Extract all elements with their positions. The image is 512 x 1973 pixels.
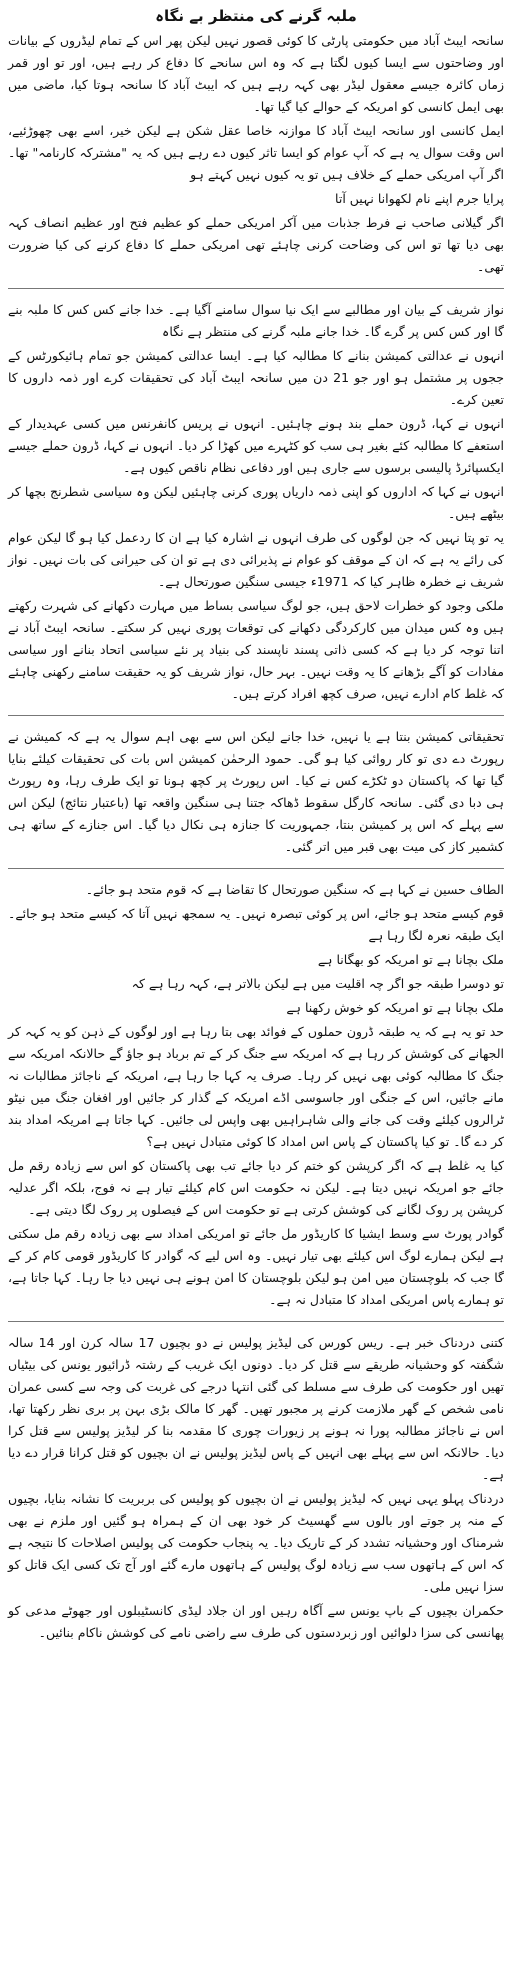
article-body [8, 30, 504, 1644]
paragraph: ایمل کانسی اور سانحہ ایبٹ آباد کا موازنہ خاصا عقل شکن ہے لیکن خیر، اسے بھی چھوڑئیے، اس وقت سوال یہ ہے کہ آپ عوام کو ایسا تاثر کیوں دے رہے ہیں کہ یہ "مشترکہ کارنامہ" تھا۔ اگر آپ امریکی حملے کے خلاف ہیں تو یہ کیوں نہیں کہتے ہو [8, 123, 504, 182]
paragraph: تو دوسرا طبقہ جو اگر چہ اقلیت میں ہے لیکن بالاتر ہے، کہہ رہا ہے کہ [131, 976, 504, 991]
paragraph: یہ تو پتا نہیں کہ جن لوگوں کی طرف انہوں نے اشارہ کیا ہے ان کا ردعمل کیا ہو گا لیکن عوام کی رائے یہ ہے کہ ان کے موقف کو عوام نے پذیرائی دی ہے تو ان کی حیرانی کی بات نہیں۔ نواز شریف نے خطرہ ظاہر کیا کہ 1971ء جیسی سنگین صورتحال ہے۔ [8, 530, 504, 589]
paragraph: نواز شریف کے بیان اور مطالبے سے ایک نیا سوال سامنے آگیا ہے۔ خدا جانے کس کس کا ملبہ بنے گا اور کس کس پر گرے گا۔ خدا جانے ملبہ گرنے کی منتظر ہے نگاہ [8, 302, 504, 339]
verse-line: پرایا جرم اپنے نام لکھوانا نہیں آتا [335, 191, 504, 206]
paragraph: دردناک پہلو یہی نہیں کہ لیڈیز پولیس نے ان بچیوں کو پولیس کی بربریت کا نشانہ بنایا، بچیوں کے منہ پر جوتے اور بالوں سے گھسیٹ کر خود بھی ان کے ہمراہ ہو گئیں اور ملزم نے بھی شرمناک اور وحشیانہ تشدد کر کے تاریک دیا۔ یہ پنجاب حکومت کی پولیس اصلاحات کا نتیجہ ہے کہ اس کے ہاتھوں سب سے زیادہ لوگ پولیس کے ہاتھوں مارے گئے اور آج تک کسی ایک قاتل کو سزا نہیں ملی۔ [8, 1491, 504, 1594]
paragraph: کتنی دردناک خبر ہے۔ ریس کورس کی لیڈیز پولیس نے دو بچیوں 17 سالہ کرن اور 14 سالہ شگفتہ کو وحشیانہ طریقے سے قتل کر دیا۔ دونوں ایک غریب کے رشتہ ڈرائیور یونس کی بیٹیاں تھیں اور حکومت کی طرف سے مسلط کی گئی انتہا درجے کی غربت کی وجہ سے کسی عمران نامی شخص کے گھر ملازمت کرنے پر مجبور تھیں۔ گھر کا مالک بڑی بہن پر بری نظر رکھتا تھا، اس نے ناجائز مطالبہ پورا نہ ہونے پر زیورات چوری کا مقدمہ بنا کر لیڈیز پولیس سے قتل کرا دیا۔ حالانکہ اس سے پہلے بھی انہیں کے پاس لیڈیز پولیس نے ان بچیوں کو قتل کرانا قرار دے دیا ہے۔ [8, 1335, 505, 1482]
section-5 [8, 1332, 504, 1644]
section-divider [8, 715, 504, 716]
section-divider [8, 288, 504, 289]
paragraph: گوادر پورٹ سے وسط ایشیا کا کاریڈور مل جائے تو امریکی امداد سے بھی زیادہ رقم مل سکتی ہے لیکن ہمارے لوگ اس کیلئے بھی تیار نہیں۔ وہ اس لیے کہ گوادر کا کاریڈور قومی کام کر کے گا جب کہ بلوچستان میں امن ہو لیکن بلوچستان کا امن ہونے ہی نہیں دیا جا رہا۔ کہا جاتا ہے، تو ہمارے پاس امریکی امداد کا متبادل نہ ہے۔ [8, 1226, 504, 1307]
section-divider [8, 1321, 504, 1322]
paragraph: انہوں نے کہا، ڈرون حملے بند ہونے چاہئیں۔ انہوں نے پریس کانفرنس میں کسی عہدیدار کے استعفے کا مطالبہ کئے بغیر ہی سب کو کٹہرے میں کھڑا کر دیا۔ انہوں نے کہا، ڈرون حملے جیسے ایکسپائرڈ پالیسی برسوں سے جاری ہیں اور دفاعی نظام ناقص کیوں ہے۔ [8, 416, 504, 475]
paragraph: انہوں نے عدالتی کمیشن بنانے کا مطالبہ کیا ہے۔ ایسا عدالتی کمیشن جو تمام ہائیکورٹس کے ججوں پر مشتمل ہو اور جو 21 دن میں سانحہ ایبٹ آباد کی تحقیقات کرے اور ذمہ داروں کا تعین کرے۔ [8, 348, 505, 407]
section-3 [8, 726, 504, 858]
section-4 [8, 879, 504, 1311]
paragraph: اگر گیلانی صاحب نے فرط جذبات میں آکر امریکی حملے کو عظیم فتح اور عظیم انصاف کہہ بھی دیا تھا تو اس کی وضاحت کرنی چاہئے تھی امریکی حملے کا دفاع کرنے کی کیا ضرورت تھی۔ [8, 215, 504, 274]
paragraph: کیا یہ غلط ہے کہ اگر کرپشن کو ختم کر دیا جائے تب بھی پاکستان کو اس سے زیادہ رقم مل جائے جو امریکہ نہیں دیتا ہے۔ لیکن نہ حکومت اس کام کیلئے تیار ہے نہ فوج، بلکہ اگر عدلیہ کرپشن پر روک لگانے کی کوشش کرتی ہے تو حکومت اس کے فیصلوں پر روک لگا دیتی ہے۔ [8, 1158, 504, 1217]
section-divider [8, 868, 504, 869]
slogan-line: ملک بچانا ہے تو امریکہ کو بھگانا ہے [317, 952, 504, 967]
section-1 [8, 30, 504, 278]
paragraph: الطاف حسین نے کہا ہے کہ سنگین صورتحال کا تقاضا ہے کہ قوم متحد ہو جائے۔ [85, 882, 504, 897]
article-title: ملبہ گرنے کی منتظر بے نگاہ [155, 7, 357, 25]
paragraph: حکمران بچیوں کے باپ یونس سے آگاہ رہیں اور ان جلاد لیڈی کانسٹیبلوں اور جھوٹے مدعی کو پھانسی کی سزا دلوائیں اور زبردستوں کی طرف سے راضی نامے کی کوشش ناکام بنائیں۔ [8, 1603, 504, 1640]
paragraph: ملکی وجود کو خطرات لاحق ہیں، جو لوگ سیاسی بساط میں مہارت دکھانے کی شہرت رکھتے ہیں وہ کس میدان میں کارکردگی دکھانے کی توقعات پوری نہیں کر سکتے۔ سانحہ ایبٹ آباد نے اتنا توجہ کر دیا ہے کہ کسی ذاتی پسند ناپسند کی بنیاد پر نئے سیاسی اتحاد بنانے اور سیاسی مفادات کو آگے بڑھانے کا یہ وقت نہیں۔ بہر حال، نواز شریف کو یہ حقیقت سامنے رکھنی چاہئے کہ غلط کام ادارے نہیں، صرف کچھ افراد کرتے ہیں۔ [8, 598, 504, 701]
paragraph: تحقیقاتی کمیشن بنتا ہے یا نہیں، خدا جانے لیکن اس سے بھی اہم سوال یہ ہے کہ کمیشن نے رپورٹ دے دی تو کار روائی کیا ہو گی۔ حمود الرحمٰن کمیشن اس بات کی تحقیقات کیلئے بنایا گیا تھا کہ پاکستان دو ٹکڑے کس نے کیا۔ اس رپورٹ پر کچھ ہونا تو ایک طرف رہا، وہ رپورٹ ہی دبا دی گئی۔ سانحہ کارگل سقوط ڈھاکہ جتنا ہی سنگین واقعہ تھا (باعتبار نتائج) لیکن اس سے پہلے کہ اس پر کمیشن بنتا، جمہوریت کا جنازہ ہی نکال دیا گیا۔ اس جنازے کے ساتھ ہی کشمیر کاز کی میت بھی قبر میں اتر گئی۔ [8, 729, 504, 854]
paragraph: انہوں نے کہا کہ اداروں کو اپنی ذمہ داریاں پوری کرنی چاہئیں لیکن وہ سیاسی شطرنج بچھا کر بیٹھے ہیں۔ [8, 484, 504, 521]
paragraph: حد تو یہ ہے کہ یہ طبقہ ڈرون حملوں کے فوائد بھی بتا رہا ہے اور لوگوں کے ذہن کو یہ کہہ کر الجھانے کی کوشش کر رہا ہے کہ امریکہ سے جنگ کر کے تم برباد ہو جاؤ گے حالانکہ امریکہ سے جنگ کا مطالبہ کوئی بھی نہیں کر رہا۔ صرف یہ کہا جا رہا ہے، امریکہ کے ناجائز مطالبات نہ مانے جائیں، اس کے جنگی اور جاسوسی اڈے امریکہ کے گذار کر جائیں اور افغان جنگ میں نیٹو ٹرالروں کیلئے وقت کی جانے والی شاہراہیں بھی واپس لی جائیں۔ کہا جاتا ہے امریکہ امداد بند کر دے گا۔ تو کیا پاکستان کے پاس اس امداد کا کوئی متبادل نہیں ہے؟ [8, 1024, 504, 1149]
slogan-line: ملک بچانا ہے تو امریکہ کو خوش رکھنا ہے [286, 1000, 504, 1015]
paragraph: قوم کیسے متحد ہو جائے، اس پر کوئی تبصرہ نہیں۔ یہ سمجھ نہیں آتا کہ کیسے متحد ہو جائے۔ ایک طبقہ نعرہ لگا رہا ہے [8, 906, 504, 943]
paragraph: سانحہ ایبٹ آباد میں حکومتی پارٹی کا کوئی قصور نہیں لیکن پھر اس کے تمام لیڈروں کے بیانات اور وضاحتوں سے ایسا کیوں لگتا ہے کہ وہ اس سانحے کا دفاع کر رہے ہیں، اور تو اور قمر زماں کائرہ جیسے معقول لیڈر بھی کہہ رہے ہیں کہ ایبٹ آباد کا سانحہ ہوتا کیا، ماضی میں بھی ایمل کانسی کو امریکہ کے حوالے کیا گیا تھا۔ [8, 33, 504, 114]
section-2 [8, 299, 504, 705]
